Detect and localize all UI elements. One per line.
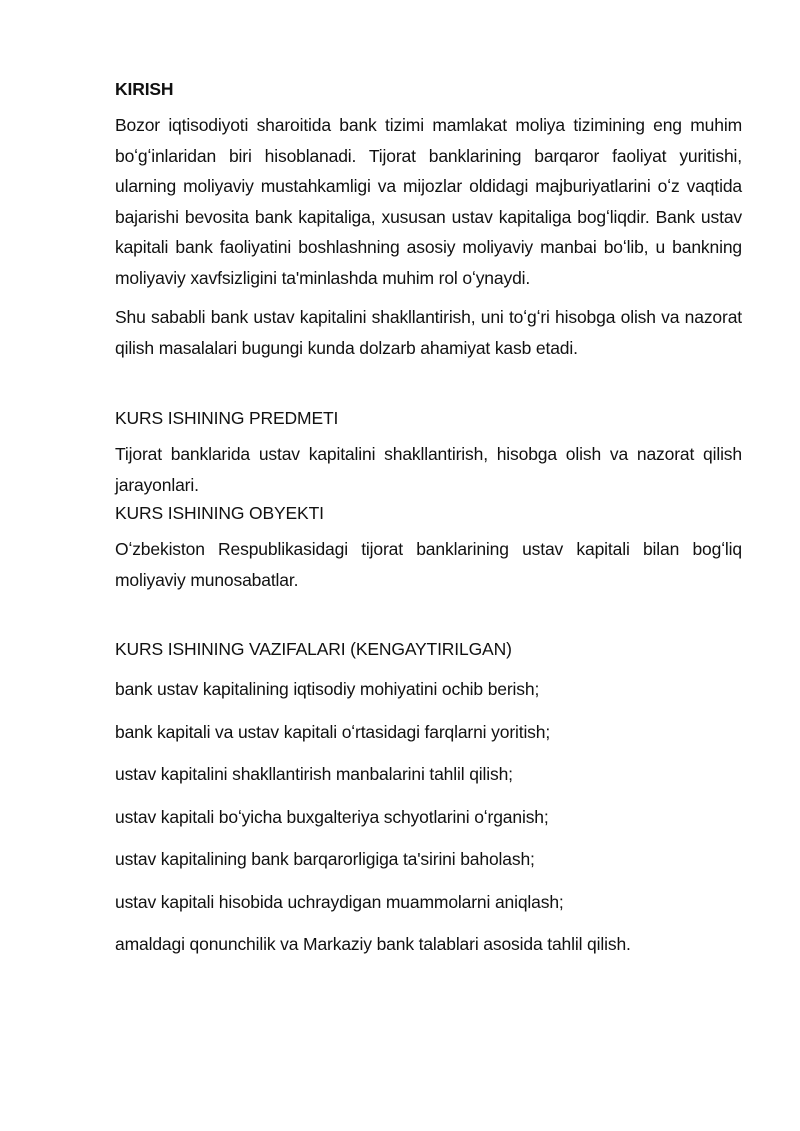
subject-text: Tijorat banklarida ustav kapitalini shakllantirish, hisobga olish va nazorat qilish jarayonlari. — [115, 444, 742, 495]
list-item: ustav kapitalini shakllantirish manbalarini tahlil qilish; — [115, 764, 513, 784]
list-item: ustav kapitali hisobida uchraydigan muammolarni aniqlash; — [115, 891, 564, 912]
intro-heading: KIRISH — [115, 79, 174, 99]
subject-heading: KURS ISHINING PREDMETI — [115, 408, 339, 428]
list-item: amaldagi qonunchilik va Markaziy bank talablari asosida tahlil qilish. — [115, 934, 631, 954]
intro-paragraph: Bozor iqtisodiyoti sharoitida bank tizimi mamlakat moliya tizimining eng muhim boʻgʻinlaridan biri hisoblanadi. Tijorat banklarining barqaror faoliyat yuritishi, ularning moliyaviy mustahkamligi va mijozlar oldidagi majburiyatlarini oʻz vaqtida bajarishi bevosita bank kapitaliga, xususan ustav kapitaliga bogʻliqdir. Bank ustav kapitali bank faoliyatini boshlashning asosiy moliyaviy manbai boʻlib, u bankning moliyaviy xavfsizligini ta'minlashda muhim rol oʻynaydi. — [115, 115, 742, 288]
tasks-list — [115, 678, 742, 955]
list-item: ustav kapitalining bank barqarorligiga ta'sirini baholash; — [115, 849, 535, 869]
object-text: Oʻzbekiston Respublikasidagi tijorat banklarining ustav kapitali bilan bogʻliq moliyaviy munosabatlar. — [115, 539, 742, 590]
list-item: bank kapitali va ustav kapitali oʻrtasidagi farqlarni yoritish; — [115, 721, 551, 742]
intro-paragraph: Shu sababli bank ustav kapitalini shakllantirish, uni toʻgʻri hisobga olish va nazorat qilish masalalari bugungi kunda dolzarb ahamiyat kasb etadi. — [115, 307, 742, 358]
tasks-heading: KURS ISHINING VAZIFALARI (KENGAYTIRILGAN) — [115, 639, 512, 659]
document-page — [115, 78, 742, 976]
list-item: ustav kapitali boʻyicha buxgalteriya schyotlarini oʻrganish; — [115, 806, 549, 827]
object-heading: KURS ISHINING OBYEKTI — [115, 503, 324, 523]
list-item: bank ustav kapitalining iqtisodiy mohiyatini ochib berish; — [115, 679, 540, 699]
